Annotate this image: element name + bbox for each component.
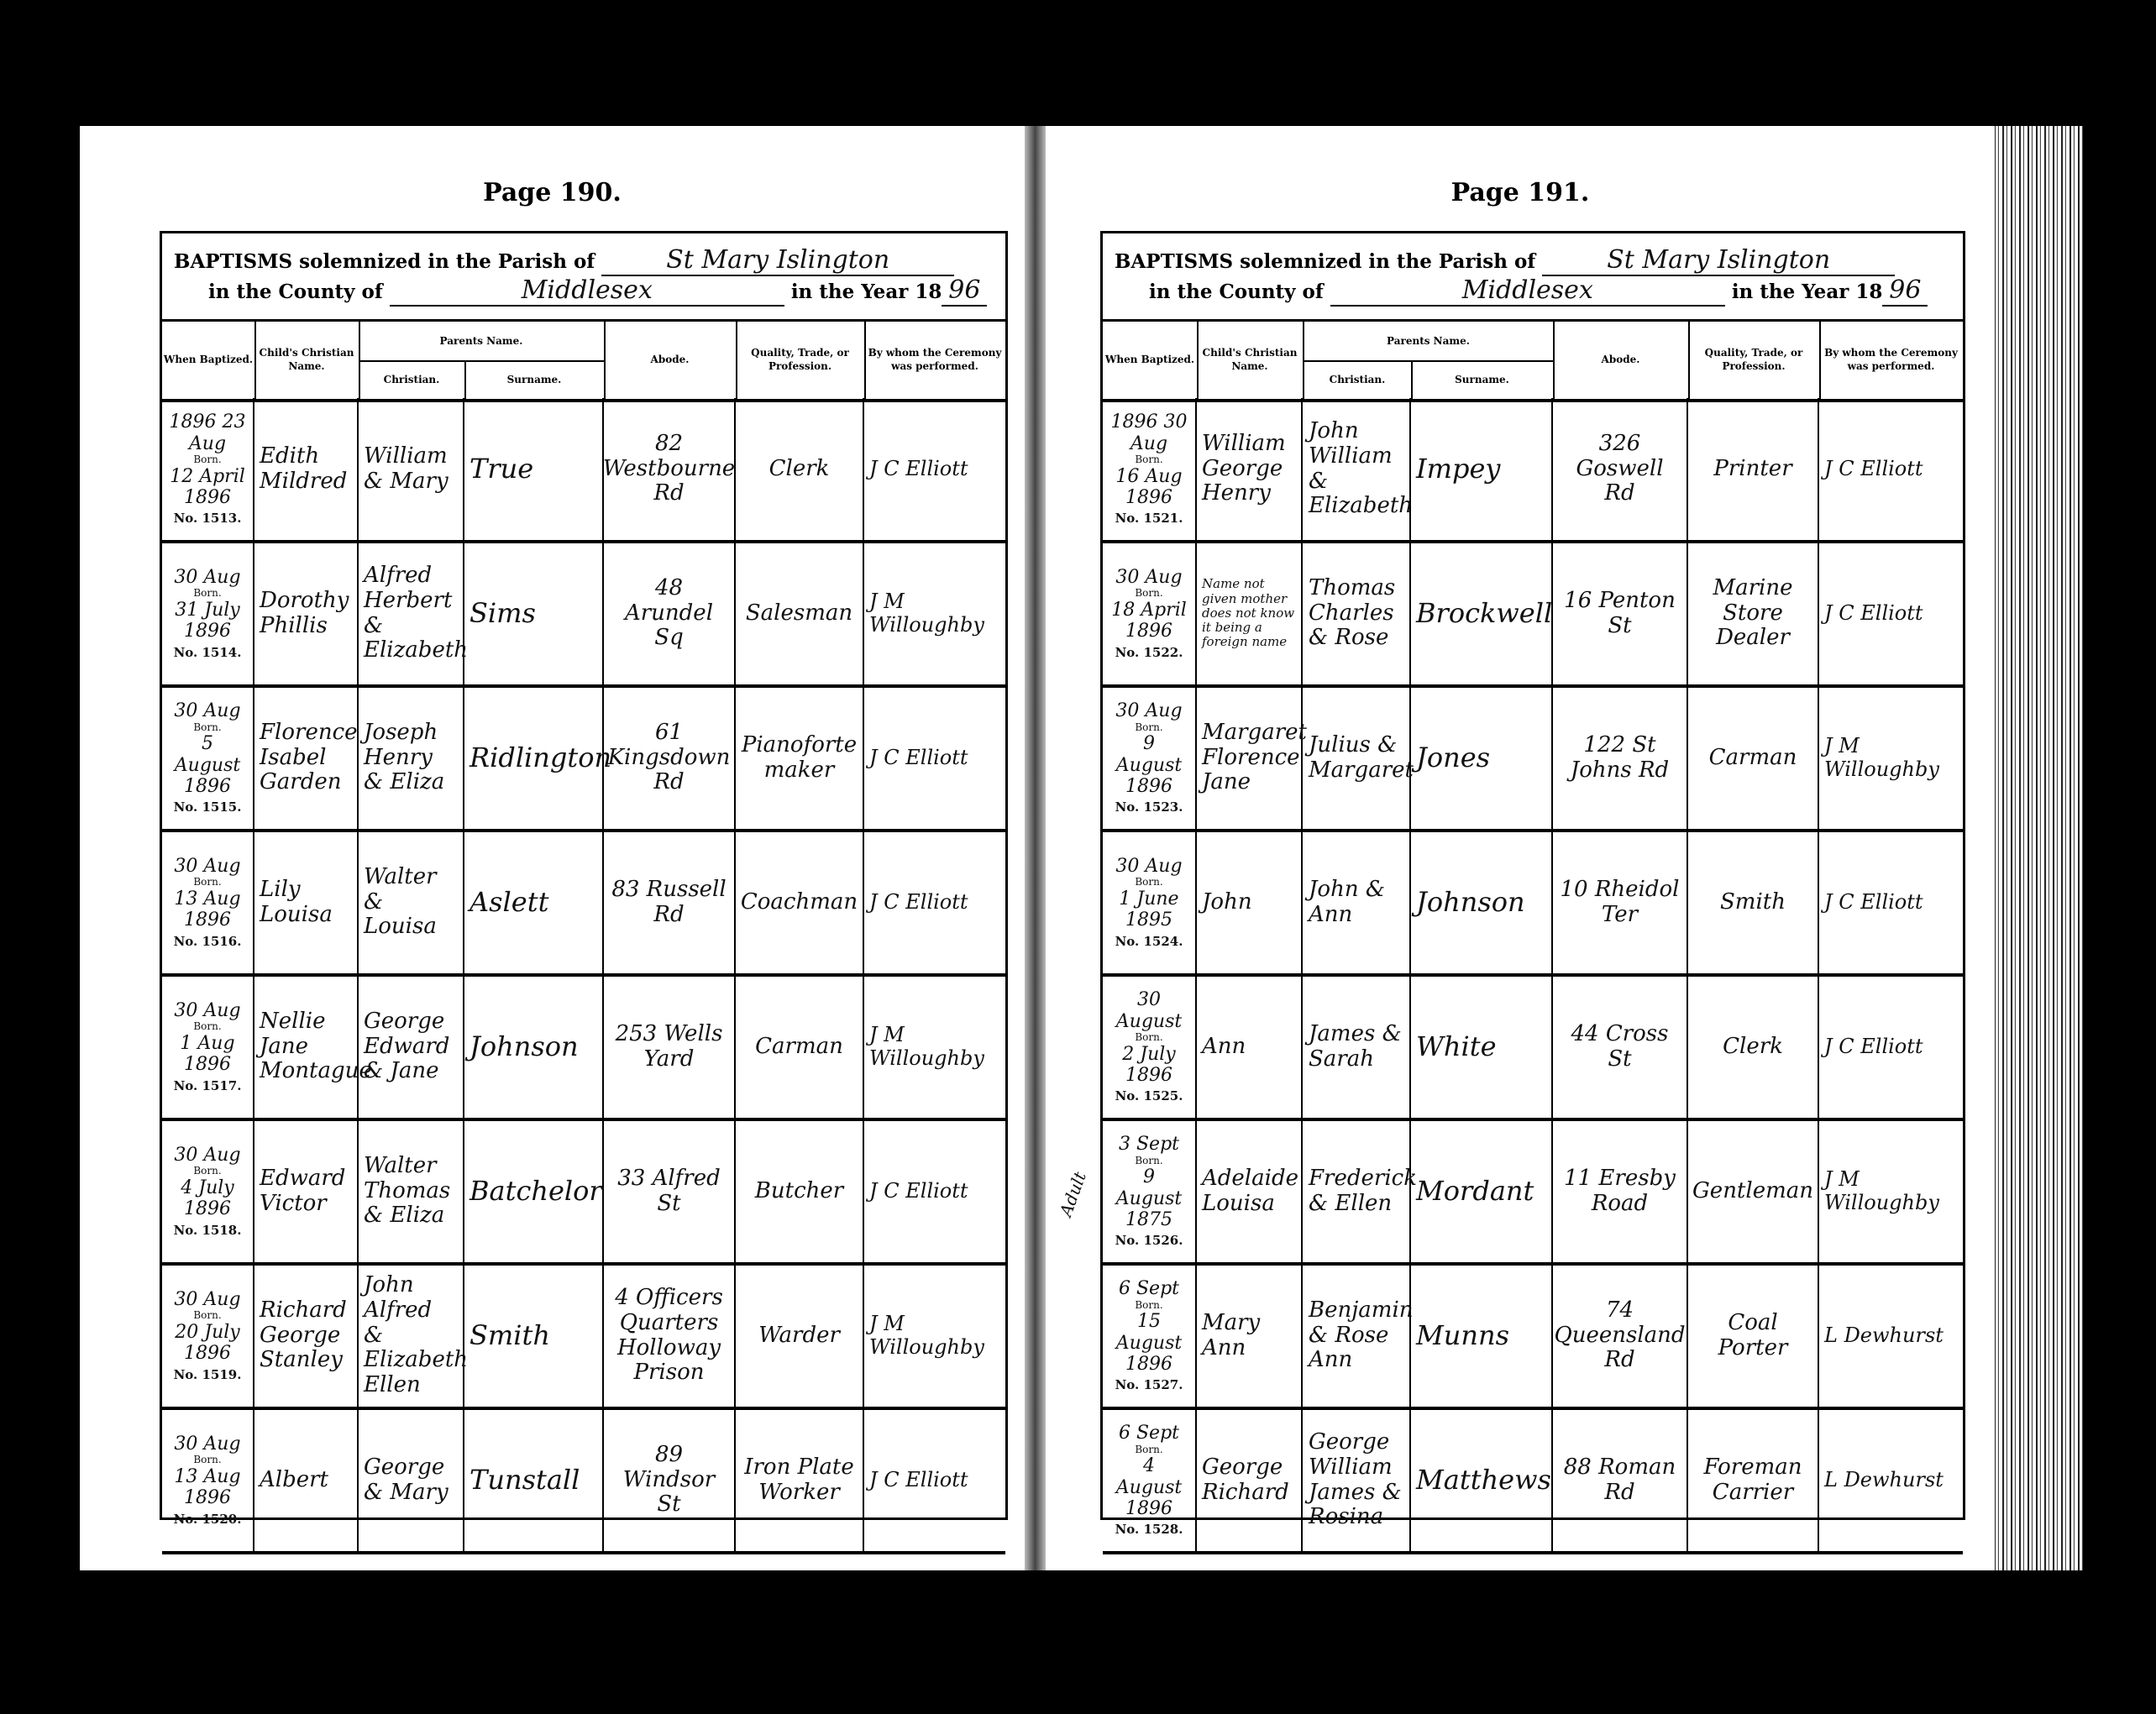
parents-header: Parents Name.: [359, 322, 606, 362]
born-label: Born.: [1135, 1154, 1163, 1166]
entry-row: [1103, 398, 1963, 543]
child-name-cell: Mary Ann: [1197, 1265, 1303, 1407]
book-edge: [1991, 126, 2083, 1570]
officiant-cell: L Dewhurst: [1824, 1323, 1944, 1347]
born-label: Born.: [1135, 1030, 1163, 1043]
parents-christian-cell: James & Sarah: [1304, 976, 1411, 1118]
trade-cell: Salesman: [736, 543, 864, 684]
when-baptized-cell: [162, 1120, 254, 1262]
birth-date: 12 April 1896: [170, 465, 245, 509]
year-label: in the Year 18: [790, 280, 942, 303]
surname-cell: Matthews: [1411, 1409, 1553, 1551]
baptism-date: 1896 23 Aug: [169, 411, 246, 454]
entry-number: No. 1525.: [1115, 1088, 1183, 1104]
county-label: in the County of: [1149, 280, 1324, 303]
surname-cell: Jones: [1411, 687, 1553, 829]
trade-cell: Clerk: [1688, 976, 1819, 1118]
entry-row: [1103, 1120, 1963, 1266]
born-label: Born.: [1135, 587, 1163, 600]
surname-header: Surname.: [1411, 360, 1555, 399]
register-title: BAPTISMS: [1115, 250, 1234, 273]
entry-rows: [1103, 398, 1963, 1538]
baptism-date: 30 Aug: [1115, 700, 1183, 722]
baptism-date: 30 Aug: [1115, 567, 1183, 589]
officiant-cell: J C Elliott: [1824, 456, 1923, 480]
baptism-date: 30 Aug: [1115, 856, 1183, 878]
parish-name: St Mary Islington: [1542, 245, 1895, 276]
birth-date: 1 Aug 1896: [180, 1033, 235, 1076]
child-name-cell: Edward Victor: [254, 1120, 359, 1262]
right-page: [1046, 126, 1995, 1570]
entry-number: No. 1519.: [173, 1366, 242, 1382]
county-name: Middlesex: [390, 275, 784, 307]
born-label: Born.: [1135, 876, 1163, 888]
born-label: Born.: [193, 1020, 222, 1033]
parish-label: solemnized in the Parish of: [299, 250, 595, 273]
child-name-cell: Adelaide Louisa: [1197, 1120, 1303, 1262]
birth-date: 18 April 1896: [1111, 600, 1187, 642]
parents-christian-cell: John Alfred & Elizabeth Ellen: [359, 1265, 464, 1407]
surname-cell: Batchelor: [464, 1120, 604, 1262]
child-name-cell: George Richard: [1197, 1409, 1303, 1551]
year-value: 96: [1882, 275, 1928, 307]
parents-christian-cell: Frederick & Ellen: [1304, 1120, 1411, 1262]
child-name-cell: Albert: [254, 1409, 359, 1551]
officiant-cell: J C Elliott: [869, 1467, 968, 1491]
child-name-cell: Edith Mildred: [254, 398, 359, 540]
entry-row: [1103, 687, 1963, 832]
entry-rows: [162, 398, 1005, 1527]
birth-date: 13 Aug 1896: [174, 1466, 241, 1509]
trade-cell: Printer: [1688, 398, 1819, 540]
when-baptized-cell: [162, 1265, 254, 1407]
child-name-cell: Ann: [1197, 976, 1303, 1118]
entry-row: [1103, 1265, 1963, 1410]
trade-header: Quality, Trade, or Profession.: [1688, 322, 1821, 399]
page-number: Page 190.: [483, 178, 622, 207]
surname-cell: Impey: [1411, 398, 1553, 540]
when-baptized-cell: [1103, 831, 1197, 973]
baptism-date: 6 Sept: [1118, 1423, 1179, 1444]
child-name-cell: Florence Isabel Garden: [254, 687, 359, 829]
officiant-cell: J C Elliott: [869, 889, 968, 914]
surname-cell: Johnson: [464, 976, 604, 1118]
page-number: Page 191.: [1450, 178, 1590, 207]
officiant-cell: J C Elliott: [1824, 1034, 1923, 1058]
abode-header: Abode.: [604, 322, 737, 399]
entry-row: [162, 831, 1005, 977]
baptism-date: 30 Aug: [174, 1289, 241, 1311]
when-baptized-cell: [162, 687, 254, 829]
parents-christian-cell: Julius & Margaret: [1304, 687, 1411, 829]
officiant-cell: J M Willoughby: [869, 589, 984, 637]
christian-header: Christian.: [1304, 360, 1413, 399]
when-header: When Baptized.: [1103, 322, 1199, 399]
abode-cell: 11 Eresby Road: [1553, 1120, 1688, 1262]
entry-number: No. 1513.: [173, 511, 242, 527]
born-label: Born.: [193, 876, 222, 888]
when-baptized-cell: [162, 831, 254, 973]
child-name-cell: Nellie Jane Montague: [254, 976, 359, 1118]
baptism-date: 6 Sept: [1118, 1278, 1179, 1300]
entry-number: No. 1517.: [173, 1077, 242, 1093]
entry-row: [1103, 976, 1963, 1121]
entry-number: No. 1521.: [1115, 511, 1183, 527]
baptism-date: 30 Aug: [174, 700, 241, 722]
abode-cell: 122 St Johns Rd: [1553, 687, 1688, 829]
officiant-cell: J C Elliott: [1824, 889, 1923, 914]
child-name-cell: William George Henry: [1197, 398, 1303, 540]
baptism-date: 30 Aug: [174, 1000, 241, 1022]
born-label: Born.: [193, 587, 222, 600]
parish-label: solemnized in the Parish of: [1240, 250, 1536, 273]
entry-row: [162, 1120, 1005, 1266]
entry-number: No. 1523.: [1115, 799, 1183, 815]
trade-cell: Carman: [736, 976, 864, 1118]
birth-date: 2 July 1896: [1122, 1043, 1176, 1087]
trade-cell: Pianoforte maker: [736, 687, 864, 829]
officiant-cell: J M Willoughby: [1824, 733, 1939, 781]
parents-christian-cell: John & Ann: [1304, 831, 1411, 973]
birth-date: 4 July 1896: [181, 1177, 234, 1220]
surname-cell: Mordant: [1411, 1120, 1553, 1262]
parents-christian-cell: John William & Elizabeth: [1304, 398, 1411, 540]
child-name-cell: Name not given mother does not know it being a foreign name: [1197, 543, 1303, 684]
birth-date: 9 August 1875: [1115, 1166, 1183, 1231]
born-label: Born.: [193, 721, 222, 733]
surname-cell: Johnson: [1411, 831, 1553, 973]
parents-christian-cell: Joseph Henry & Eliza: [359, 687, 464, 829]
abode-cell: 83 Russell Rd: [604, 831, 736, 973]
entry-number: No. 1515.: [173, 799, 242, 815]
when-baptized-cell: [162, 398, 254, 540]
entry-number: No. 1527.: [1115, 1377, 1183, 1393]
child-header: Child's Christian Name.: [254, 322, 360, 399]
baptism-date: 3 Sept: [1118, 1134, 1179, 1156]
baptism-date: 30 Aug: [174, 567, 241, 589]
birth-date: 15 August 1896: [1115, 1311, 1183, 1376]
county-label: in the County of: [208, 280, 383, 303]
officiant-cell: J C Elliott: [869, 456, 968, 480]
born-label: Born.: [193, 1309, 222, 1322]
parents-christian-cell: William & Mary: [359, 398, 464, 540]
when-baptized-cell: [1103, 976, 1197, 1118]
abode-cell: 33 Alfred St: [604, 1120, 736, 1262]
when-baptized-cell: [1103, 1409, 1197, 1551]
surname-cell: Ridlington: [464, 687, 604, 829]
when-baptized-cell: [1103, 1120, 1197, 1262]
birth-date: 1 June 1895: [1119, 888, 1179, 931]
abode-cell: 61 Kingsdown Rd: [604, 687, 736, 829]
trade-cell: Coachman: [736, 831, 864, 973]
born-label: Born.: [193, 1165, 222, 1177]
christian-header: Christian.: [359, 360, 466, 399]
entry-row: [162, 543, 1005, 688]
column-headers: [1103, 322, 1963, 402]
surname-cell: Sims: [464, 543, 604, 684]
born-label: Born.: [1135, 1298, 1163, 1311]
register-title: BAPTISMS: [174, 250, 293, 273]
trade-cell: Marine Store Dealer: [1688, 543, 1819, 684]
entry-number: No. 1514.: [173, 644, 242, 660]
birth-date: 13 Aug 1896: [174, 888, 241, 931]
by-whom-header: By whom the Ceremony was performed.: [864, 322, 1007, 399]
entry-row: [162, 398, 1005, 543]
birth-date: 5 August 1896: [174, 733, 241, 798]
register-table: [160, 231, 1008, 1527]
trade-cell: Smith: [1688, 831, 1819, 973]
abode-cell: 10 Rheidol Ter: [1553, 831, 1688, 973]
birth-date: 9 August 1896: [1115, 733, 1183, 798]
when-baptized-cell: [1103, 398, 1197, 540]
parents-header: Parents Name.: [1304, 322, 1555, 362]
surname-header: Surname.: [464, 360, 606, 399]
surname-cell: Aslett: [464, 831, 604, 973]
abode-cell: 88 Roman Rd: [1553, 1409, 1688, 1551]
county-name: Middlesex: [1330, 275, 1725, 307]
year-value: 96: [942, 275, 987, 307]
baptism-date: 30 Aug: [174, 856, 241, 878]
entry-number: No. 1522.: [1115, 644, 1183, 660]
abode-header: Abode.: [1553, 322, 1690, 399]
birth-date: 31 July 1896: [175, 600, 240, 642]
entry-number: No. 1518.: [173, 1222, 242, 1238]
surname-cell: True: [464, 398, 604, 540]
year-label: in the Year 18: [1731, 280, 1883, 303]
parents-christian-cell: Walter & Louisa: [359, 831, 464, 973]
officiant-cell: J M Willoughby: [869, 1022, 984, 1070]
entry-number: No. 1528.: [1115, 1522, 1183, 1538]
birth-date: 16 Aug 1896: [1115, 465, 1183, 509]
birth-date: 20 July 1896: [175, 1322, 240, 1365]
trade-cell: Iron Plate Worker: [736, 1409, 864, 1551]
abode-cell: 253 Wells Yard: [604, 976, 736, 1118]
when-baptized-cell: [162, 543, 254, 684]
parents-christian-cell: Benjamin & Rose Ann: [1304, 1265, 1411, 1407]
born-label: Born.: [193, 453, 222, 465]
abode-cell: 16 Penton St: [1553, 543, 1688, 684]
entry-number: No. 1516.: [173, 933, 242, 949]
trade-cell: Coal Porter: [1688, 1265, 1819, 1407]
child-header: Child's Christian Name.: [1197, 322, 1304, 399]
baptism-date: 1896 30 Aug: [1110, 411, 1188, 454]
born-label: Born.: [1135, 453, 1163, 465]
when-baptized-cell: [1103, 543, 1197, 684]
abode-cell: 82 Westbourne Rd: [604, 398, 736, 540]
left-page: [80, 126, 1025, 1570]
child-name-cell: Margaret Florence Jane: [1197, 687, 1303, 829]
officiant-cell: L Dewhurst: [1824, 1467, 1944, 1491]
trade-cell: Warder: [736, 1265, 864, 1407]
trade-cell: Butcher: [736, 1120, 864, 1262]
abode-cell: 48 Arundel Sq: [604, 543, 736, 684]
trade-cell: Gentleman: [1688, 1120, 1819, 1262]
entry-row: [1103, 543, 1963, 688]
baptism-date: 30 Aug: [174, 1434, 241, 1455]
register-heading: [1103, 233, 1963, 322]
surname-cell: Smith: [464, 1265, 604, 1407]
parents-christian-cell: Walter Thomas & Eliza: [359, 1120, 464, 1262]
baptism-date: 30 Aug: [174, 1145, 241, 1166]
surname-cell: White: [1411, 976, 1553, 1118]
child-name-cell: Lily Louisa: [254, 831, 359, 973]
surname-cell: Munns: [1411, 1265, 1553, 1407]
parish-name: St Mary Islington: [601, 245, 954, 276]
column-headers: [162, 322, 1005, 402]
officiant-cell: J M Willoughby: [869, 1311, 984, 1359]
when-baptized-cell: [162, 1409, 254, 1551]
entry-row: [162, 687, 1005, 832]
trade-cell: Carman: [1688, 687, 1819, 829]
when-baptized-cell: [1103, 687, 1197, 829]
child-name-cell: Richard George Stanley: [254, 1265, 359, 1407]
abode-cell: 74 Queensland Rd: [1553, 1265, 1688, 1407]
entry-number: No. 1524.: [1115, 933, 1183, 949]
surname-cell: Brockwell: [1411, 543, 1553, 684]
born-label: Born.: [1135, 1443, 1163, 1455]
book-gutter: [1025, 126, 1046, 1570]
when-header: When Baptized.: [162, 322, 256, 399]
register-table: [1100, 231, 1965, 1538]
abode-cell: 326 Goswell Rd: [1553, 398, 1688, 540]
entry-row: [162, 976, 1005, 1121]
margin-note: Adult: [1055, 1169, 1090, 1219]
born-label: Born.: [193, 1454, 222, 1466]
born-label: Born.: [1135, 721, 1163, 733]
abode-cell: 89 Windsor St: [604, 1409, 736, 1551]
parents-christian-cell: Thomas Charles & Rose: [1304, 543, 1411, 684]
trade-header: Quality, Trade, or Profession.: [736, 322, 866, 399]
birth-date: 4 August 1896: [1115, 1455, 1183, 1520]
parents-christian-cell: George William James & Rosina: [1304, 1409, 1411, 1551]
when-baptized-cell: [1103, 1265, 1197, 1407]
child-name-cell: Dorothy Phillis: [254, 543, 359, 684]
entry-number: No. 1526.: [1115, 1233, 1183, 1249]
officiant-cell: J C Elliott: [1824, 600, 1923, 625]
surname-cell: Tunstall: [464, 1409, 604, 1551]
officiant-cell: J C Elliott: [869, 745, 968, 769]
by-whom-header: By whom the Ceremony was performed.: [1819, 322, 1965, 399]
entry-row: [1103, 1409, 1963, 1554]
abode-cell: 44 Cross St: [1553, 976, 1688, 1118]
entry-number: No. 1520.: [173, 1511, 242, 1527]
trade-cell: Clerk: [736, 398, 864, 540]
parents-christian-cell: George Edward & Jane: [359, 976, 464, 1118]
baptism-date: 30 August: [1115, 989, 1183, 1032]
officiant-cell: J M Willoughby: [1824, 1166, 1939, 1214]
abode-cell: 4 Officers Quarters Holloway Prison: [604, 1265, 736, 1407]
register-heading: [162, 233, 1005, 322]
entry-row: [1103, 831, 1963, 977]
parents-christian-cell: George & Mary: [359, 1409, 464, 1551]
entry-row: [162, 1265, 1005, 1410]
child-name-cell: John: [1197, 831, 1303, 973]
parents-christian-cell: Alfred Herbert & Elizabeth: [359, 543, 464, 684]
trade-cell: Foreman Carrier: [1688, 1409, 1819, 1551]
when-baptized-cell: [162, 976, 254, 1118]
officiant-cell: J C Elliott: [869, 1178, 968, 1203]
entry-row: [162, 1409, 1005, 1554]
